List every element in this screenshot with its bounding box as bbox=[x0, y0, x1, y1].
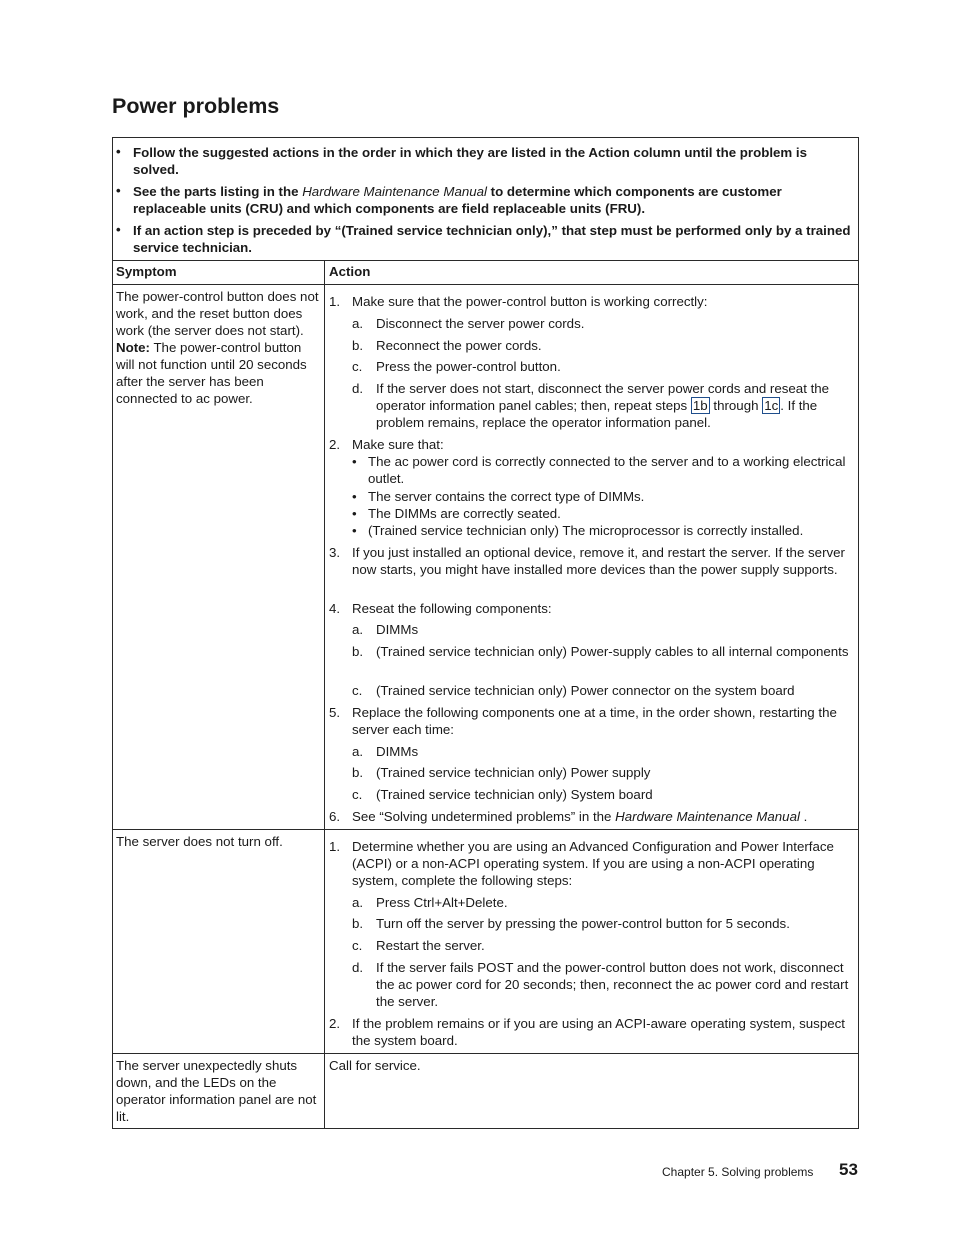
sub-step-text: Press Ctrl+Alt+Delete. bbox=[376, 895, 508, 910]
action-step bbox=[329, 1015, 857, 1049]
column-divider bbox=[324, 260, 325, 1128]
sub-step bbox=[352, 764, 857, 781]
step-text: See “Solving undetermined problems” in the bbox=[352, 809, 616, 824]
bullet: • bbox=[352, 523, 357, 538]
sub-step-text: . If the problem remains, replace the operator information panel. bbox=[376, 398, 818, 430]
step-number: 2. bbox=[329, 1016, 341, 1031]
sub-step-text: Press the power-control button. bbox=[376, 359, 561, 374]
sub-step-letter: b. bbox=[352, 644, 364, 659]
step-number: 5. bbox=[329, 705, 341, 720]
sub-step-letter: b. bbox=[352, 916, 364, 931]
bullet: • bbox=[352, 489, 357, 504]
list-item bbox=[352, 453, 857, 487]
action-step bbox=[329, 1057, 857, 1074]
note-item bbox=[116, 183, 852, 217]
step-text: Determine whether you are using an Advanced Configuration and Power Interface (ACPI) or a non-ACPI operating system. If you are using a non-ACPI operating system, complete the following steps: bbox=[352, 839, 834, 888]
sub-step-letter: d. bbox=[352, 960, 364, 975]
action-step bbox=[329, 293, 857, 310]
note-label: Note: bbox=[116, 340, 150, 355]
power-problems-table bbox=[112, 137, 859, 1129]
sub-step-text: (Trained service technician only) Power-supply cables to all internal components bbox=[376, 644, 849, 659]
sub-step-letter: a. bbox=[352, 744, 364, 759]
action-text: Call for service. bbox=[329, 1058, 421, 1073]
sub-step-text: Disconnect the server power cords. bbox=[376, 316, 585, 331]
sub-step bbox=[352, 621, 857, 638]
symptom-header: Symptom bbox=[116, 264, 177, 279]
sub-step-letter: c. bbox=[352, 683, 363, 698]
step-number: 3. bbox=[329, 545, 341, 560]
action-step bbox=[329, 544, 857, 578]
table-header bbox=[113, 260, 858, 285]
action-header: Action bbox=[329, 264, 371, 279]
sub-step bbox=[352, 337, 857, 354]
action-step bbox=[329, 838, 857, 889]
note-text: If an action step is preceded by “(Trained service technician only),” that step must be performed only by a trained service technician. bbox=[133, 223, 851, 255]
bullet: • bbox=[116, 222, 121, 237]
list-item bbox=[352, 522, 857, 539]
note-item bbox=[116, 222, 852, 256]
manual-title: Hardware Maintenance Manual bbox=[615, 809, 800, 824]
symptom-cell bbox=[116, 833, 320, 850]
page-number: 53 bbox=[839, 1160, 858, 1179]
sub-step-letter: c. bbox=[352, 359, 363, 374]
chapter-footer: Chapter 5. Solving problems bbox=[662, 1165, 814, 1179]
notes-section bbox=[113, 138, 858, 261]
action-step bbox=[329, 436, 857, 453]
sub-step-letter: b. bbox=[352, 765, 364, 780]
sub-step-text: Turn off the server by pressing the power-control button for 5 seconds. bbox=[376, 916, 790, 931]
sub-step-letter: b. bbox=[352, 338, 364, 353]
sub-step-text: If the server fails POST and the power-control button does not work, disconnect the ac power cord for 20 seconds; then, reconnect the ac power cord and restart the server. bbox=[376, 960, 849, 1009]
bullet: • bbox=[352, 506, 357, 521]
symptom-text: The power-control button does not work, and the reset button does work (the server does not start). bbox=[116, 289, 319, 338]
step-number: 4. bbox=[329, 601, 341, 616]
sub-step bbox=[352, 894, 857, 911]
sub-step-text: (Trained service technician only) Power supply bbox=[376, 765, 651, 780]
sub-step bbox=[352, 959, 857, 1010]
note-text: Follow the suggested actions in the order in which they are listed in the Action column until the problem is solved. bbox=[133, 145, 808, 177]
bullet: • bbox=[116, 144, 121, 159]
sub-step-text: through bbox=[709, 398, 763, 413]
step-text: If the problem remains or if you are using an ACPI-aware operating system, suspect the system board. bbox=[352, 1016, 845, 1048]
step-number: 1. bbox=[329, 294, 341, 309]
sub-step-text: (Trained service technician only) System board bbox=[376, 787, 653, 802]
sub-step bbox=[352, 358, 857, 375]
step-text: . bbox=[799, 809, 808, 824]
bullet: • bbox=[116, 183, 121, 198]
step-number: 6. bbox=[329, 809, 341, 824]
step-text: Replace the following components one at a time, in the order shown, restarting the server each time: bbox=[352, 705, 837, 737]
symptom-cell bbox=[116, 288, 320, 407]
step-text: Make sure that: bbox=[352, 437, 444, 452]
sub-step-letter: c. bbox=[352, 938, 363, 953]
sub-step bbox=[352, 743, 857, 760]
row-divider bbox=[113, 829, 858, 830]
step-text: Reseat the following components: bbox=[352, 601, 552, 616]
list-item bbox=[352, 505, 857, 522]
manual-title: Hardware Maintenance Manual bbox=[302, 184, 487, 199]
note-text: See the parts listing in the bbox=[133, 184, 303, 199]
sub-step-letter: a. bbox=[352, 316, 364, 331]
list-item-text: The DIMMs are correctly seated. bbox=[368, 506, 561, 521]
sub-step-text: DIMMs bbox=[376, 744, 419, 759]
row-divider bbox=[113, 1053, 858, 1054]
step-reference-link[interactable]: 1b bbox=[692, 398, 708, 413]
sub-step bbox=[352, 786, 857, 803]
step-number: 1. bbox=[329, 839, 341, 854]
step-number: 2. bbox=[329, 437, 341, 452]
sub-step-letter: d. bbox=[352, 381, 364, 396]
step-text: If you just installed an optional device, remove it, and restart the server. If the server now starts, you might have installed more devices than the power supply supports. bbox=[352, 545, 845, 577]
step-reference-link[interactable]: 1c bbox=[764, 398, 779, 413]
sub-step-letter: a. bbox=[352, 622, 364, 637]
sub-step-text: If the server does not start, disconnect the server power cords and reseat the operator information panel cables; then, repeat steps bbox=[376, 381, 830, 413]
symptom-text: The server unexpectedly shuts down, and the LEDs on the operator information panel are not lit. bbox=[116, 1058, 317, 1124]
list-item-text: The server contains the correct type of DIMMs. bbox=[368, 489, 645, 504]
note-text: to determine which components are customer replaceable units (CRU) and which components are field replaceable units (FRU). bbox=[133, 184, 782, 216]
symptom-cell bbox=[116, 1057, 320, 1125]
action-step bbox=[329, 808, 857, 825]
sub-step-text: Restart the server. bbox=[376, 938, 485, 953]
sub-step bbox=[352, 315, 857, 332]
sub-step bbox=[352, 937, 857, 954]
sub-step bbox=[352, 643, 857, 660]
action-step bbox=[329, 600, 857, 617]
sub-step bbox=[352, 682, 857, 699]
page-title: Power problems bbox=[112, 94, 280, 118]
sub-step-text: Reconnect the power cords. bbox=[376, 338, 542, 353]
sub-step-letter: c. bbox=[352, 787, 363, 802]
sub-step-text: DIMMs bbox=[376, 622, 419, 637]
action-step bbox=[329, 704, 857, 738]
step-text: Make sure that the power-control button is working correctly: bbox=[352, 294, 708, 309]
list-item-text: The ac power cord is correctly connected to the server and to a working electrical outlet. bbox=[368, 454, 846, 486]
list-item bbox=[352, 488, 857, 505]
note-item bbox=[116, 144, 852, 178]
list-item-text: (Trained service technician only) The microprocessor is correctly installed. bbox=[368, 523, 804, 538]
sub-step bbox=[352, 915, 857, 932]
symptom-text: The server does not turn off. bbox=[116, 834, 283, 849]
sub-step-text: (Trained service technician only) Power connector on the system board bbox=[376, 683, 795, 698]
bullet: • bbox=[352, 454, 357, 469]
sub-step bbox=[352, 380, 857, 431]
sub-step-letter: a. bbox=[352, 895, 364, 910]
note-text: The power-control button will not function until 20 seconds after the server has been connected to ac power. bbox=[116, 340, 307, 406]
